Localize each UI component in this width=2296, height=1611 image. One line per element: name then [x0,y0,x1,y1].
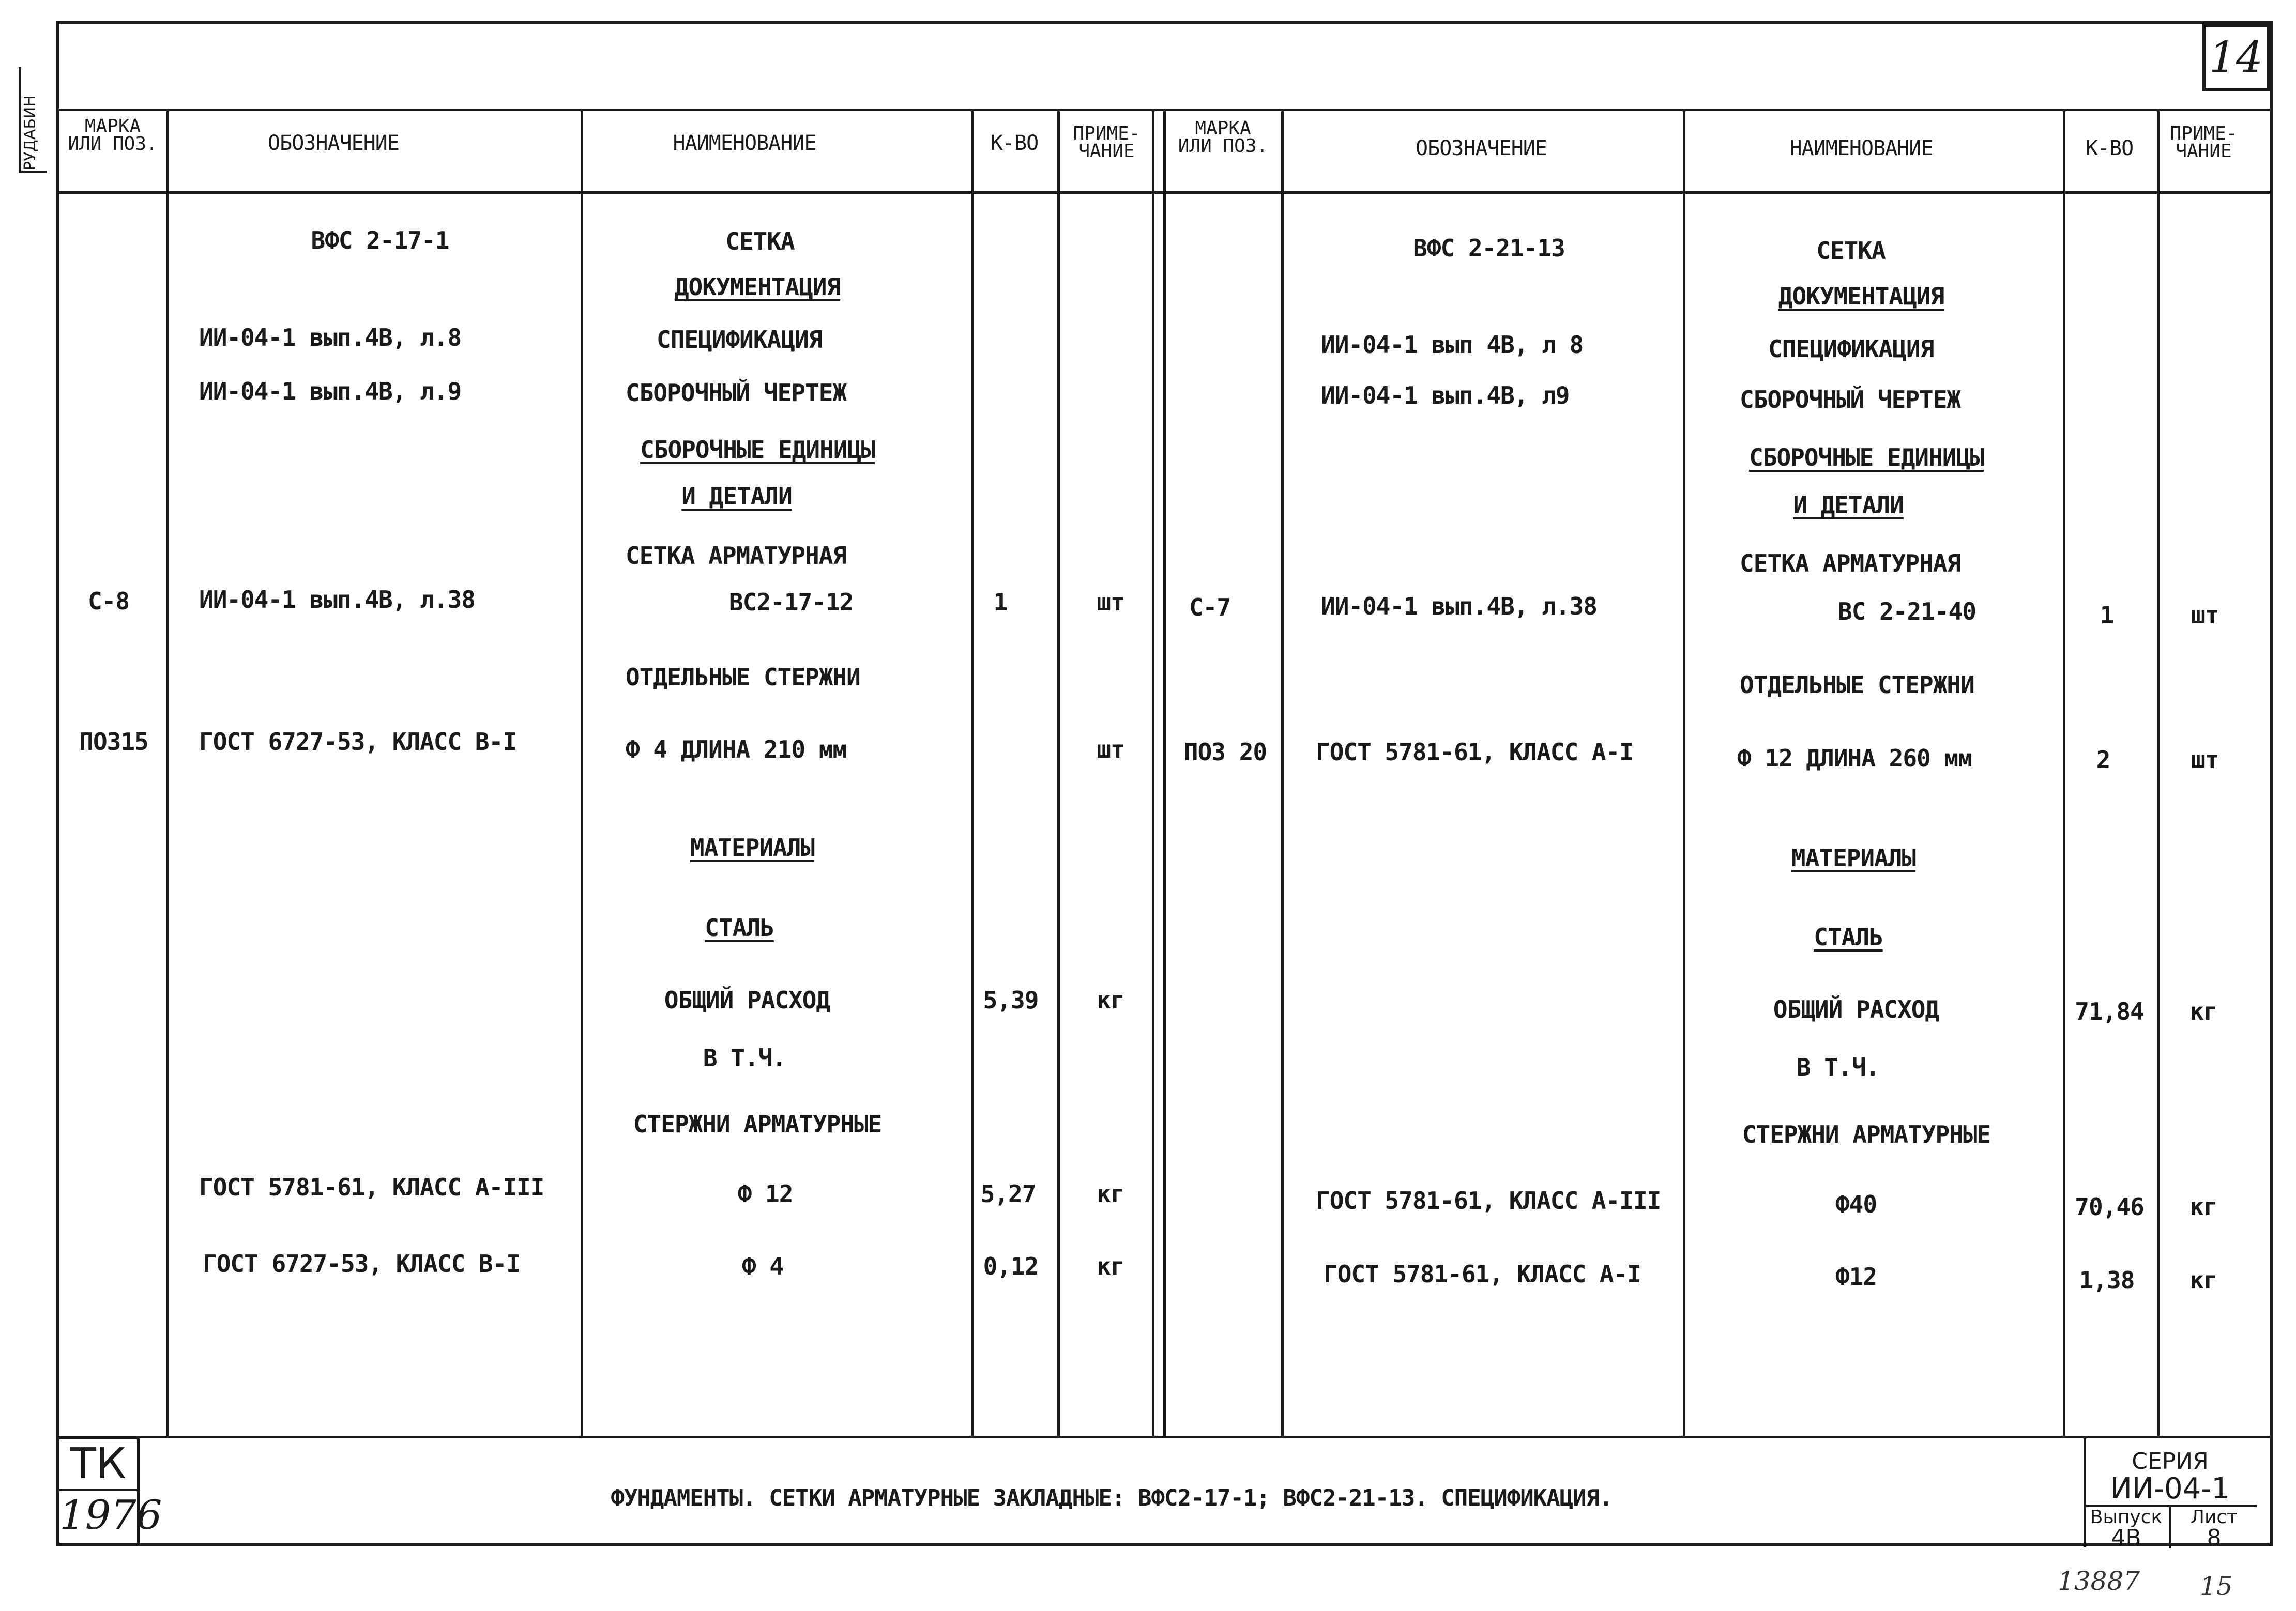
left-spec-designation: ИИ-04-1 вып.4В, л.8 [199,324,462,351]
series-stamp [2084,1448,2257,1551]
header-mark: МАРКА ИЛИ ПОЗ. [68,116,158,155]
left-bars-heading: ОТДЕЛЬНЫЕ СТЕРЖНИ [626,663,860,691]
series-label: СЕРИЯ [2132,1448,2209,1475]
right-bar-note: шт [2191,746,2219,774]
right-drawing: СБОРОЧНЫЙ ЧЕРТЕЖ [1740,386,1961,413]
left-bar-name: Ф 4 ДЛИНА 210 мм [626,735,847,763]
left-a3-name: Ф 12 [737,1180,793,1208]
left-spec: СПЕЦИФИКАЦИЯ [657,326,823,354]
right-mesh-code: ВС 2-21-40 [1838,597,1976,625]
right-mesh-qty: 1 [2100,601,2114,629]
col-sep [2063,109,2065,1437]
right-units-heading: СБОРОЧНЫЕ ЕДИНИЦЫ [1749,443,1984,471]
header-mark: МАРКА ИЛИ ПОЗ. [1178,118,1268,157]
left-units-heading: СБОРОЧНЫЕ ЕДИНИЦЫ [640,436,875,464]
issue-label: Выпуск [2090,1507,2163,1528]
col-sep [1683,109,1685,1437]
header-qty: К-ВО [990,131,1039,155]
left-total-note: кг [1097,986,1124,1014]
right-mesh-designation: ИИ-04-1 вып.4В, л.38 [1321,592,1597,620]
left-b1-name: Ф 4 [741,1252,784,1280]
issue-value: 4В [2111,1525,2141,1551]
page-number: 14 [2202,24,2270,91]
col-sep [1152,109,1154,1437]
left-bar-mark: ПОЗ15 [79,728,148,756]
right-a1-qty: 1,38 [2079,1266,2135,1294]
side-label: РУДАБИН [21,95,39,171]
left-bar-designation: ГОСТ 6727-53, КЛАСС В-I [199,728,516,756]
handwritten-copy-number: 15 [2200,1571,2233,1601]
right-total-qty: 71,84 [2075,998,2144,1025]
right-product-code: ВФС 2-21-13 [1413,234,1565,262]
header-name: НАИМЕНОВАНИЕ [1789,136,1933,160]
col-sep [166,109,169,1437]
right-a3-name: Ф40 [1835,1190,1877,1218]
left-bar-note: шт [1097,735,1124,763]
left-b1-note: кг [1097,1252,1124,1280]
right-a1-note: кг [2189,1266,2217,1294]
right-doc-heading: ДОКУМЕНТАЦИЯ [1778,282,1944,310]
left-a3-qty: 5,27 [980,1180,1036,1208]
header-note: ПРИМЕ-ЧАНИЕ [1073,123,1141,162]
right-a3-qty: 70,46 [2075,1193,2144,1221]
right-bar-mark: ПОЗ 20 [1183,738,1267,766]
right-details-heading: И ДЕТАЛИ [1793,491,1904,519]
right-a1-designation: ГОСТ 5781-61, КЛАСС А-I [1324,1260,1641,1288]
left-b1-qty: 0,12 [983,1252,1039,1280]
right-mesh-mark: С-7 [1189,593,1231,621]
header-designation: ОБОЗНАЧЕНИЕ [1416,136,1547,160]
side-label-box [19,67,47,173]
col-sep [971,109,974,1437]
left-rebar-heading: СТЕРЖНИ АРМАТУРНЫЕ [633,1110,882,1138]
left-mesh-qty: 1 [993,588,1008,616]
header-name: НАИМЕНОВАНИЕ [673,131,816,155]
col-sep [1281,109,1284,1437]
issue-sheet-values [2084,1525,2257,1551]
left-total-qty: 5,39 [983,986,1039,1014]
issue-sheet-labels [2084,1507,2257,1528]
header-note: ПРИМЕ-ЧАНИЕ [2170,123,2238,162]
sheet-label: Лист [2169,1507,2257,1528]
left-setka: СЕТКА [725,227,795,255]
right-spec: СПЕЦИФИКАЦИЯ [1768,335,1934,363]
right-mesh: СЕТКА АРМАТУРНАЯ [1740,549,1961,577]
right-incl: В Т.Ч. [1796,1053,1880,1081]
col-sep [1163,109,1166,1437]
right-bars-heading: ОТДЕЛЬНЫЕ СТЕРЖНИ [1740,671,1974,699]
left-mesh-code: ВС2-17-12 [729,588,854,616]
sheet-value: 8 [2169,1528,2257,1548]
right-setka: СЕТКА [1816,237,1886,265]
left-drawing-designation: ИИ-04-1 вып.4В, л.9 [199,377,462,405]
left-a3-note: кг [1097,1180,1124,1208]
left-mesh-designation: ИИ-04-1 вып.4В, л.38 [199,586,475,613]
left-a3-designation: ГОСТ 5781-61, КЛАСС А-III [199,1173,544,1201]
left-mesh-mark: С-8 [87,587,130,615]
right-bar-qty: 2 [2096,746,2110,774]
left-steel-heading: СТАЛЬ [705,914,774,942]
right-drawing-designation: ИИ-04-1 вып.4В, л9 [1321,381,1570,409]
series-value: ИИ-04-1 [2084,1474,2257,1507]
right-spec-designation: ИИ-04-1 вып 4В, л 8 [1321,331,1584,359]
organization-code: ТК [70,1439,127,1489]
header-designation: ОБОЗНАЧЕНИЕ [268,131,399,155]
left-incl: В Т.Ч. [703,1044,786,1072]
left-product-code: ВФС 2-17-1 [311,226,449,254]
right-steel-heading: СТАЛЬ [1814,923,1883,951]
right-total: ОБЩИЙ РАСХОД [1773,995,1939,1023]
right-a1-name: Ф12 [1835,1263,1877,1291]
left-b1-designation: ГОСТ 6727-53, КЛАСС В-I [203,1250,520,1278]
right-bar-designation: ГОСТ 5781-61, КЛАСС А-I [1316,738,1633,766]
left-doc-heading: ДОКУМЕНТАЦИЯ [674,273,841,301]
left-details-heading: И ДЕТАЛИ [681,482,792,510]
left-total: ОБЩИЙ РАСХОД [664,986,830,1014]
right-a3-designation: ГОСТ 5781-61, КЛАСС А-III [1316,1187,1661,1215]
right-bar-name: Ф 12 ДЛИНА 260 мм [1737,744,1972,772]
right-mesh-note: шт [2191,601,2219,629]
organization-stamp [57,1437,162,1545]
right-rebar-heading: СТЕРЖНИ АРМАТУРНЫЕ [1742,1121,1991,1148]
left-materials-heading: МАТЕРИАЛЫ [690,834,815,862]
left-mesh-note: шт [1097,588,1124,616]
drawing-title: ФУНДАМЕНТЫ. СЕТКИ АРМАТУРНЫЕ ЗАКЛАДНЫЕ: ВФС2-17-1; ВФС2-21-13. СПЕЦИФИКАЦИЯ. [611,1485,1613,1511]
right-a3-note: кг [2189,1193,2217,1221]
col-sep [1057,109,1060,1437]
left-drawing: СБОРОЧНЫЙ ЧЕРТЕЖ [626,379,847,407]
col-sep [581,109,583,1437]
header-qty: К-ВО [2085,136,2134,160]
right-materials-heading: МАТЕРИАЛЫ [1791,844,1916,872]
handwritten-inventory-number: 13887 [2058,1566,2140,1596]
left-mesh: СЕТКА АРМАТУРНАЯ [626,542,847,570]
organization-year: 1976 [59,1489,137,1540]
col-sep [2157,109,2160,1437]
right-total-note: кг [2189,998,2217,1025]
